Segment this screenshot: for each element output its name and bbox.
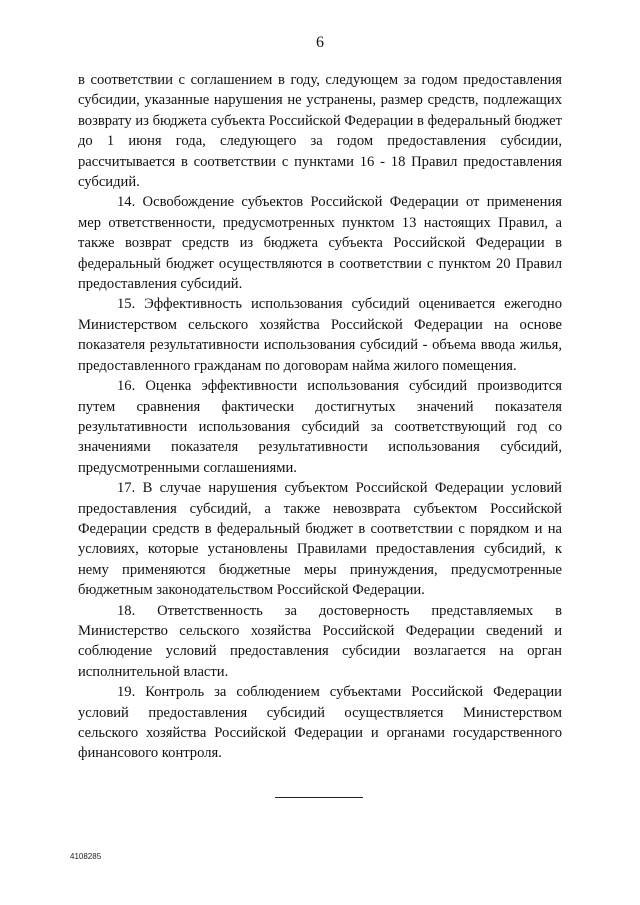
paragraph-16: 16. Оценка эффективности использования субсидий производится путем сравнения фактически достигнутых значений показателя результативности использования субсидий за соответствующий год со значениями показателя результативности использования субсидий, предусмотренными соглашениями. [78, 378, 562, 476]
paragraph-17: 17. В случае нарушения субъектом Российской Федерации условий предоставления субсидий, а также невозврата субъектом Российской Федерации средств в федеральный бюджет в соответствии с порядком и на условиях, которые установлены Правилами предоставления субсидий, к нему применяются бюджетные меры принуждения, предусмотренные бюджетным законодательством Российской Федерации. [78, 480, 562, 599]
paragraph-15: 15. Эффективность использования субсидий оценивается ежегодно Министерством сельского хозяйства Российской Федерации на основе показателя результативности использования субсидий - объема ввода жилья, предоставленного гражданам по договорам найма жилого помещения. [78, 296, 562, 374]
paragraph-14: 14. Освобождение субъектов Российской Федерации от применения мер ответственности, предусмотренных пунктом 13 настоящих Правил, а также возврат средств из бюджета субъекта Российской Федерации в федеральный бюджет осуществляются в соответствии с пунктом 20 Правил предоставления субсидий. [78, 194, 562, 293]
document-body [78, 70, 562, 764]
document-code: 4108285 [70, 852, 102, 861]
paragraph-continuation: в соответствии с соглашением в году, следующем за годом предоставления субсидии, указанные нарушения не устранены, размер средств, подлежащих возврату из бюджета субъекта Российской Федерации в федеральный бюджет до 1 июня года, следующего за годом предоставления субсидии, рассчитывается в соответствии с пунктами 16 - 18 Правил предоставления субсидий. [78, 72, 562, 191]
paragraph-18: 18. Ответственность за достоверность представляемых в Министерство сельского хозяйства Российской Федерации сведений и соблюдение условий предоставления субсидии возлагается на орган исполнительной власти. [78, 602, 562, 680]
page-number: 6 [316, 34, 324, 51]
end-separator-line [275, 797, 363, 798]
paragraph-19: 19. Контроль за соблюдением субъектами Российской Федерации условий предоставления субсидий осуществляется Министерством сельского хозяйства Российской Федерации и органами государственного финансового контроля. [78, 684, 562, 762]
